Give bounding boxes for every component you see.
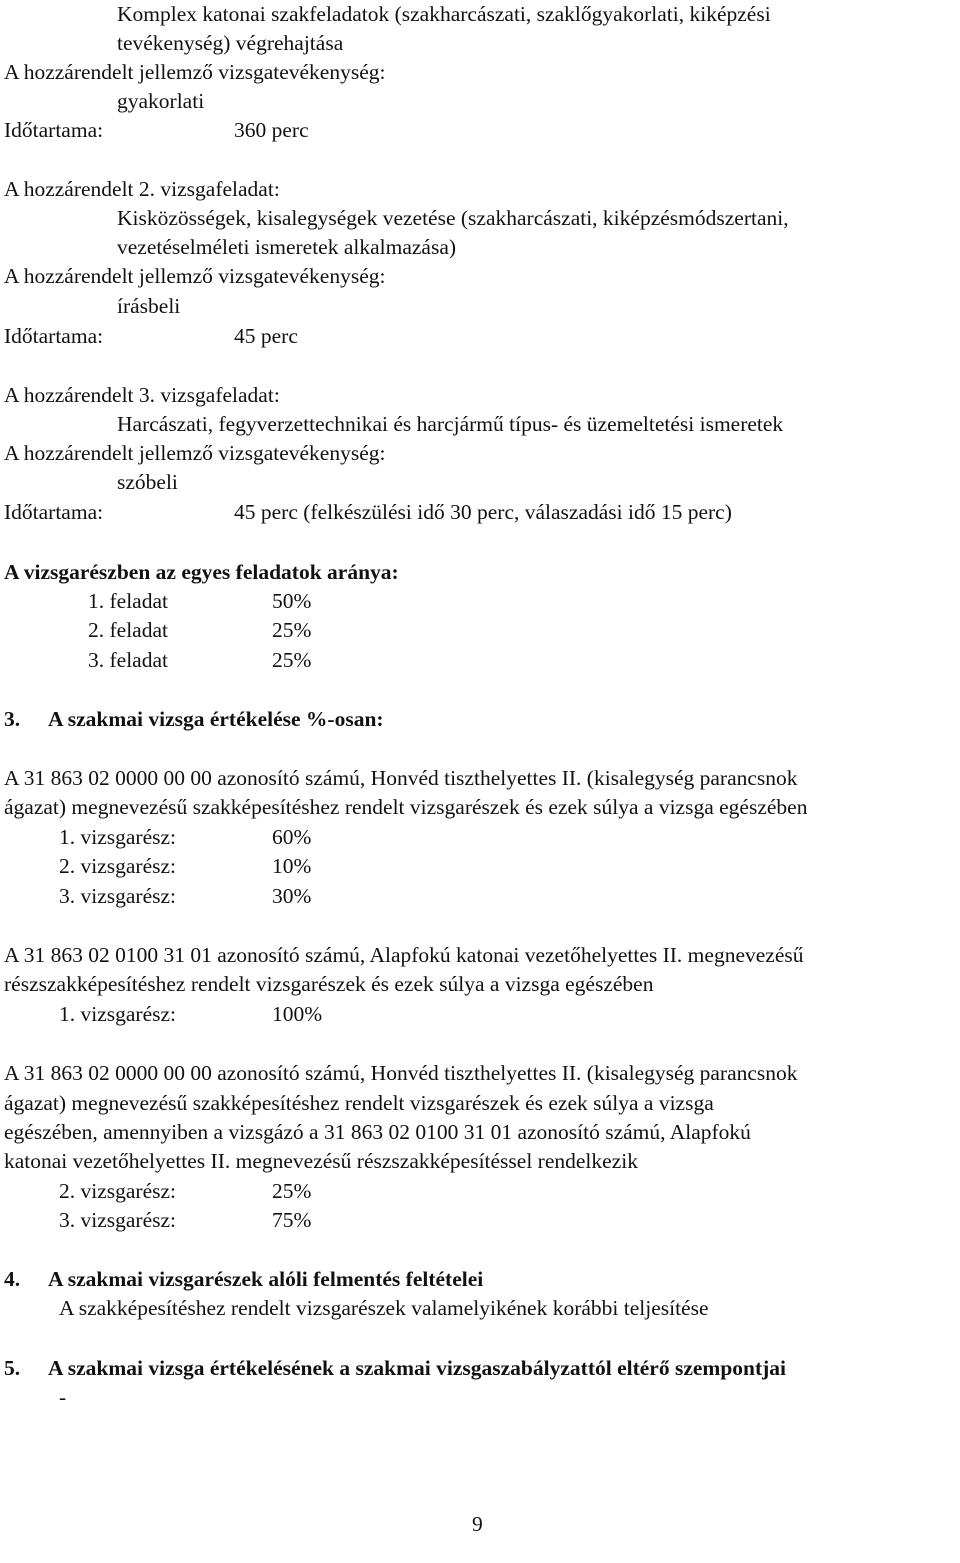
exam-part-value: 25% xyxy=(272,1179,312,1203)
exam-part-label: 1. vizsgarész: xyxy=(59,825,177,849)
task3-heading: A hozzárendelt 3. vizsgafeladat: xyxy=(4,383,280,407)
task2-desc-line2: vezetéselméleti ismeretek alkalmazása) xyxy=(117,235,457,259)
task3-activity-label: A hozzárendelt jellemző vizsgatevékenység: xyxy=(4,441,386,465)
section3-block3-line1: A 31 863 02 0000 00 00 azonosító számú, Honvéd tiszthelyettes II. (kisalegység parancsnok xyxy=(4,1061,798,1085)
task3-activity-value: szóbeli xyxy=(117,470,178,494)
section3-block3-line4: katonai vezetőhelyettes II. megnevezésű részszakképesítéssel rendelkezik xyxy=(4,1149,638,1173)
task2-duration-label: Időtartama: xyxy=(4,324,104,348)
task3-duration-value: 45 perc (felkészülési idő 30 perc, válaszadási idő 15 perc) xyxy=(234,500,732,524)
section5-number: 5. xyxy=(4,1356,21,1380)
exam-part-label: 3. vizsgarész: xyxy=(59,884,177,908)
ratio-item-value: 25% xyxy=(272,648,312,672)
section4-text: A szakképesítéshez rendelt vizsgarészek valamelyikének korábbi teljesítése xyxy=(59,1296,709,1320)
task2-desc-line1: Kisközösségek, kisalegységek vezetése (szakharcászati, kiképzésmódszertani, xyxy=(117,206,789,230)
task3-desc-line1: Harcászati, fegyverzettechnikai és harcjármű típus- és üzemeltetési ismeretek xyxy=(117,412,784,436)
section3-block2-line1: A 31 863 02 0100 31 01 azonosító számú, Alapfokú katonai vezetőhelyettes II. megnevezésű xyxy=(4,943,804,967)
section5-text: - xyxy=(59,1385,67,1409)
page-number: 9 xyxy=(472,1512,483,1536)
ratio-item-label: 1. feladat xyxy=(88,589,168,613)
exam-part-label: 2. vizsgarész: xyxy=(59,1179,177,1203)
task1-activity-label: A hozzárendelt jellemző vizsgatevékenység: xyxy=(4,60,386,84)
exam-part-value: 100% xyxy=(272,1002,323,1026)
ratio-item-label: 2. feladat xyxy=(88,618,168,642)
section3-block1-line2: ágazat) megnevezésű szakképesítéshez rendelt vizsgarészek és ezek súlya a vizsga egészében xyxy=(4,795,808,819)
exam-part-value: 30% xyxy=(272,884,312,908)
exam-part-label: 1. vizsgarész: xyxy=(59,1002,177,1026)
section4-title: A szakmai vizsgarészek alóli felmentés feltételei xyxy=(48,1267,484,1291)
section3-block1-line1: A 31 863 02 0000 00 00 azonosító számú, Honvéd tiszthelyettes II. (kisalegység parancsnok xyxy=(4,766,798,790)
task1-desc-line1: Komplex katonai szakfeladatok (szakharcászati, szaklőgyakorlati, kiképzési xyxy=(117,2,771,26)
section3-number: 3. xyxy=(4,707,21,731)
task1-duration-value: 360 perc xyxy=(234,118,309,142)
section3-block2-line2: részszakképesítéshez rendelt vizsgarészek és ezek súlya a vizsga egészében xyxy=(4,972,654,996)
task2-activity-value: írásbeli xyxy=(117,294,181,318)
task1-desc-line2: tevékenység) végrehajtása xyxy=(117,31,344,55)
exam-part-label: 3. vizsgarész: xyxy=(59,1208,177,1232)
exam-part-value: 75% xyxy=(272,1208,312,1232)
section3-block3-line2: ágazat) megnevezésű szakképesítéshez rendelt vizsgarészek és ezek súlya a vizsga xyxy=(4,1091,714,1115)
exam-part-value: 10% xyxy=(272,854,312,878)
exam-part-value: 60% xyxy=(272,825,312,849)
ratio-item-value: 25% xyxy=(272,618,312,642)
task1-activity-value: gyakorlati xyxy=(117,89,205,113)
task2-activity-label: A hozzárendelt jellemző vizsgatevékenység: xyxy=(4,264,386,288)
section5-title: A szakmai vizsga értékelésének a szakmai vizsgaszabályzattól eltérő szempontjai xyxy=(48,1356,787,1380)
task2-heading: A hozzárendelt 2. vizsgafeladat: xyxy=(4,177,280,201)
task2-duration-value: 45 perc xyxy=(234,324,298,348)
task1-duration-label: Időtartama: xyxy=(4,118,104,142)
ratio-item-label: 3. feladat xyxy=(88,648,168,672)
task3-duration-label: Időtartama: xyxy=(4,500,104,524)
ratios-heading: A vizsgarészben az egyes feladatok aránya: xyxy=(4,560,399,584)
section4-number: 4. xyxy=(4,1267,21,1291)
section3-title: A szakmai vizsga értékelése %-osan: xyxy=(48,707,384,731)
exam-part-label: 2. vizsgarész: xyxy=(59,854,177,878)
ratio-item-value: 50% xyxy=(272,589,312,613)
section3-block3-line3: egészében, amennyiben a vizsgázó a 31 863 02 0100 31 01 azonosító számú, Alapfokú xyxy=(4,1120,751,1144)
